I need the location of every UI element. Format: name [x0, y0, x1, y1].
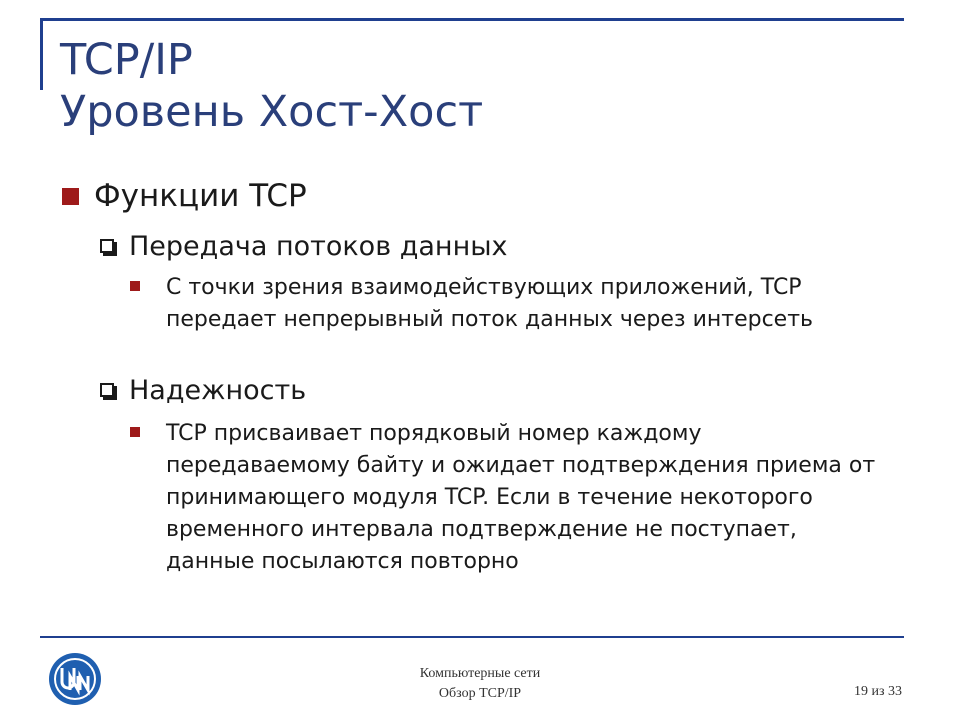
bullet-level3-text: TCP присваивает порядковый номер каждому передаваемому байту и ожидает подтверждения приема от принимающего модуля TCP. Если в течение некоторого временного интервала подтверждение не поступает, данные посылаются повторно [166, 421, 876, 574]
square-bullet-icon [130, 281, 140, 291]
footer-divider [40, 636, 904, 638]
bullet-level1-text: Функции TCP [94, 178, 307, 214]
frame-top-line [40, 18, 904, 21]
bullet-level2-text: Надежность [129, 375, 307, 406]
checkbox-bullet-icon [100, 383, 114, 397]
frame-left-line [40, 18, 43, 90]
bullet-level2-text: Передача потоков данных [129, 231, 508, 262]
square-bullet-icon [62, 188, 79, 205]
title-line-1: TCP/IP [60, 35, 193, 85]
page-number: 19 из 33 [853, 684, 902, 699]
university-logo-icon [48, 652, 102, 706]
footer-lecture-name: Обзор TCP/IP [438, 686, 522, 701]
title-line-2: Уровень Хост-Хост [60, 87, 484, 137]
checkbox-bullet-icon [100, 239, 114, 253]
footer-course-name: Компьютерные сети [419, 666, 541, 681]
bullet-level3-text: С точки зрения взаимодействующих приложений, TCP передает непрерывный поток данных через интерсеть [166, 275, 813, 332]
square-bullet-icon [130, 427, 140, 437]
footer-course-info [380, 664, 580, 704]
slide-title [60, 34, 483, 138]
